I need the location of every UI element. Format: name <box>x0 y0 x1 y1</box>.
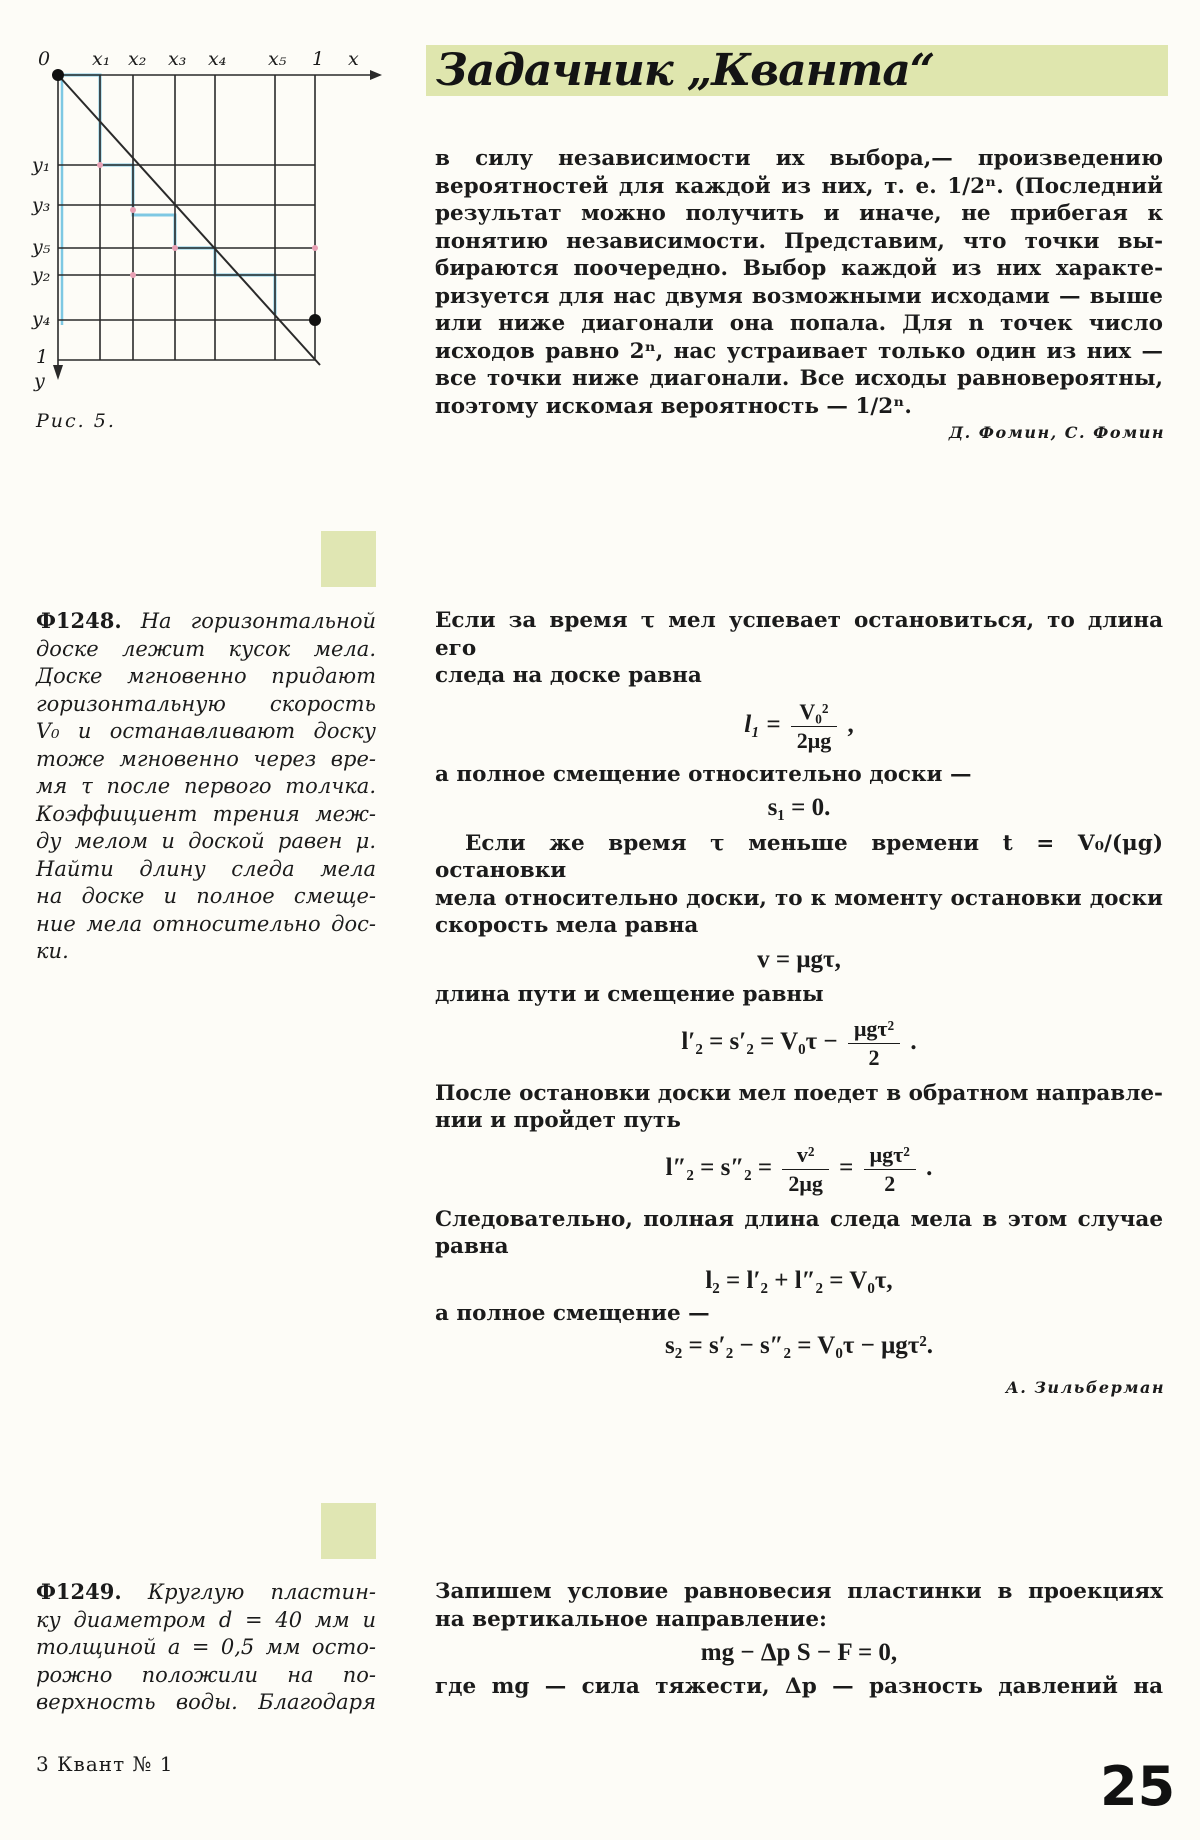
figure-rис5 <box>20 35 400 395</box>
y5-label: y₅ <box>32 236 51 258</box>
y3-label: y₃ <box>32 194 51 216</box>
prev-author: Д. Фомин, С. Фомин <box>948 423 1165 442</box>
y-one-label: 1 <box>36 346 49 368</box>
marker-1249 <box>321 1503 376 1559</box>
x-axis-label: x <box>348 48 359 70</box>
origin-point <box>52 69 64 81</box>
solution-1248-author: А. Зильберман <box>1005 1378 1165 1397</box>
solution-1248: Если за время τ мел успевает остановиться, то длина его следа на доске равна l₁ = $\frac{\text{V₀²}}{2\mu g}$ , а полное смещение относительно доски — s₁ = 0. Если же время τ меньше времени t = V₀/(μg) остановки мела относительно доски, то к моменту остановки доски скорость мела равна v = μgτ, длина пути и смещение равны l′₂ = s′₂ = V₀τ − $\frac{\text{μgτ²}}{2}$ . После остановки доски мел поедет в обратном направле- нии и пройдет путь l″₂ = s″₂ = $\frac{\text{v²}}{2\mu g}$ = $\frac{\text{μgτ²}}{2}$ . Следовательно, полная длина следа мела в этом случае равна l₂ = l′₂ + l″₂ = V₀τ, а полное смещение — s₂ = s′₂ − s″₂ = V₀τ − μgτ². <box>435 608 1163 1359</box>
origin-label: 0 <box>38 48 51 70</box>
formula-v: v = μgτ, <box>757 945 841 973</box>
y1-label: y₁ <box>32 154 51 176</box>
y-axis-arrow <box>53 365 63 380</box>
prev-solution: в силу независимости их выбора,— произведению вероятностей для каждой из них, т. е. 1/2ⁿ. (Последний результат можно получить и иначе, не прибегая к понятию независимости. Представим, что точки вы- бираются поочередно. Выбор каждой из них характе- ризуется для нас двумя возможными исходами — выше или ниже диагонали она попала. Для n точек число исходов равно 2ⁿ, нас устраивает только один из них — все точки ниже диагонали. Все исходы равновероятны, поэтому искомая вероятность — 1/2ⁿ. <box>435 146 1163 419</box>
pink-points <box>97 162 318 278</box>
x1-label: x₁ <box>92 48 111 70</box>
page-number: 25 <box>1100 1755 1176 1818</box>
problem-1249: Ф1249. Круглую пластин- ку диаметром d = 40 мм и толщиной a = 0,5 мм осто- рожно положили на по- верхность воды. Благодаря <box>36 1579 376 1714</box>
y4-label: y₄ <box>32 308 51 330</box>
formula-s1: s₁ = 0. <box>767 794 831 821</box>
x2-label: x₂ <box>128 48 147 70</box>
solution-1249: Запишем условие равновесия пластинки в проекциях на вертикальное направление: mg − Δp S − F = 0, где mg — сила тяжести, Δp — разность давлений на <box>435 1579 1163 1699</box>
figure-caption: Рис. 5. <box>36 410 116 432</box>
y2-label: y₂ <box>32 264 51 286</box>
formula-equilibrium: mg − Δp S − F = 0, <box>700 1639 898 1666</box>
formula-s2: s₂ = s′₂ − s″₂ = V₀τ − μgτ². <box>664 1331 934 1359</box>
formula-l2double: l″₂ = s″₂ = $\frac{\text{v²}}{2\mu g}$ = $\frac{\text{μgτ²}}{2}$ . <box>665 1141 933 1196</box>
footer-issue: 3 Квант № 1 <box>36 1752 174 1776</box>
y-axis-label: y <box>34 370 45 392</box>
formula-l2prime: l′₂ = s′₂ = V₀τ − $\frac{\text{μgτ²}}{2}$ . <box>681 1015 917 1070</box>
x4-label: x₄ <box>208 48 227 70</box>
marker-1248 <box>321 531 376 587</box>
section-title: Задачник „Кванта“ <box>436 45 935 96</box>
problem-1248: Ф1248. На горизонтальной доске лежит кусок мела. Доске мгновенно придают горизонтальную скорость V₀ и останавливают доску тоже мгновенно через вре- мя τ после первого толчка. Коэффициент трения меж- ду мелом и доской равен μ. Найти длину следа мела на доске и полное смеще- ние мела относительно дос- ки. <box>36 608 376 963</box>
end-point <box>309 314 321 326</box>
x-axis-arrow <box>370 70 382 80</box>
formula-l1: l₁ = $\frac{\text{V₀²}}{2\mu g}$ , <box>744 698 854 753</box>
formula-l2: l₂ = l′₂ + l″₂ = V₀τ, <box>705 1266 893 1294</box>
x-one-label: 1 <box>312 48 325 70</box>
grid <box>58 75 380 365</box>
x5-label: x₅ <box>268 48 287 70</box>
x3-label: x₃ <box>168 48 187 70</box>
